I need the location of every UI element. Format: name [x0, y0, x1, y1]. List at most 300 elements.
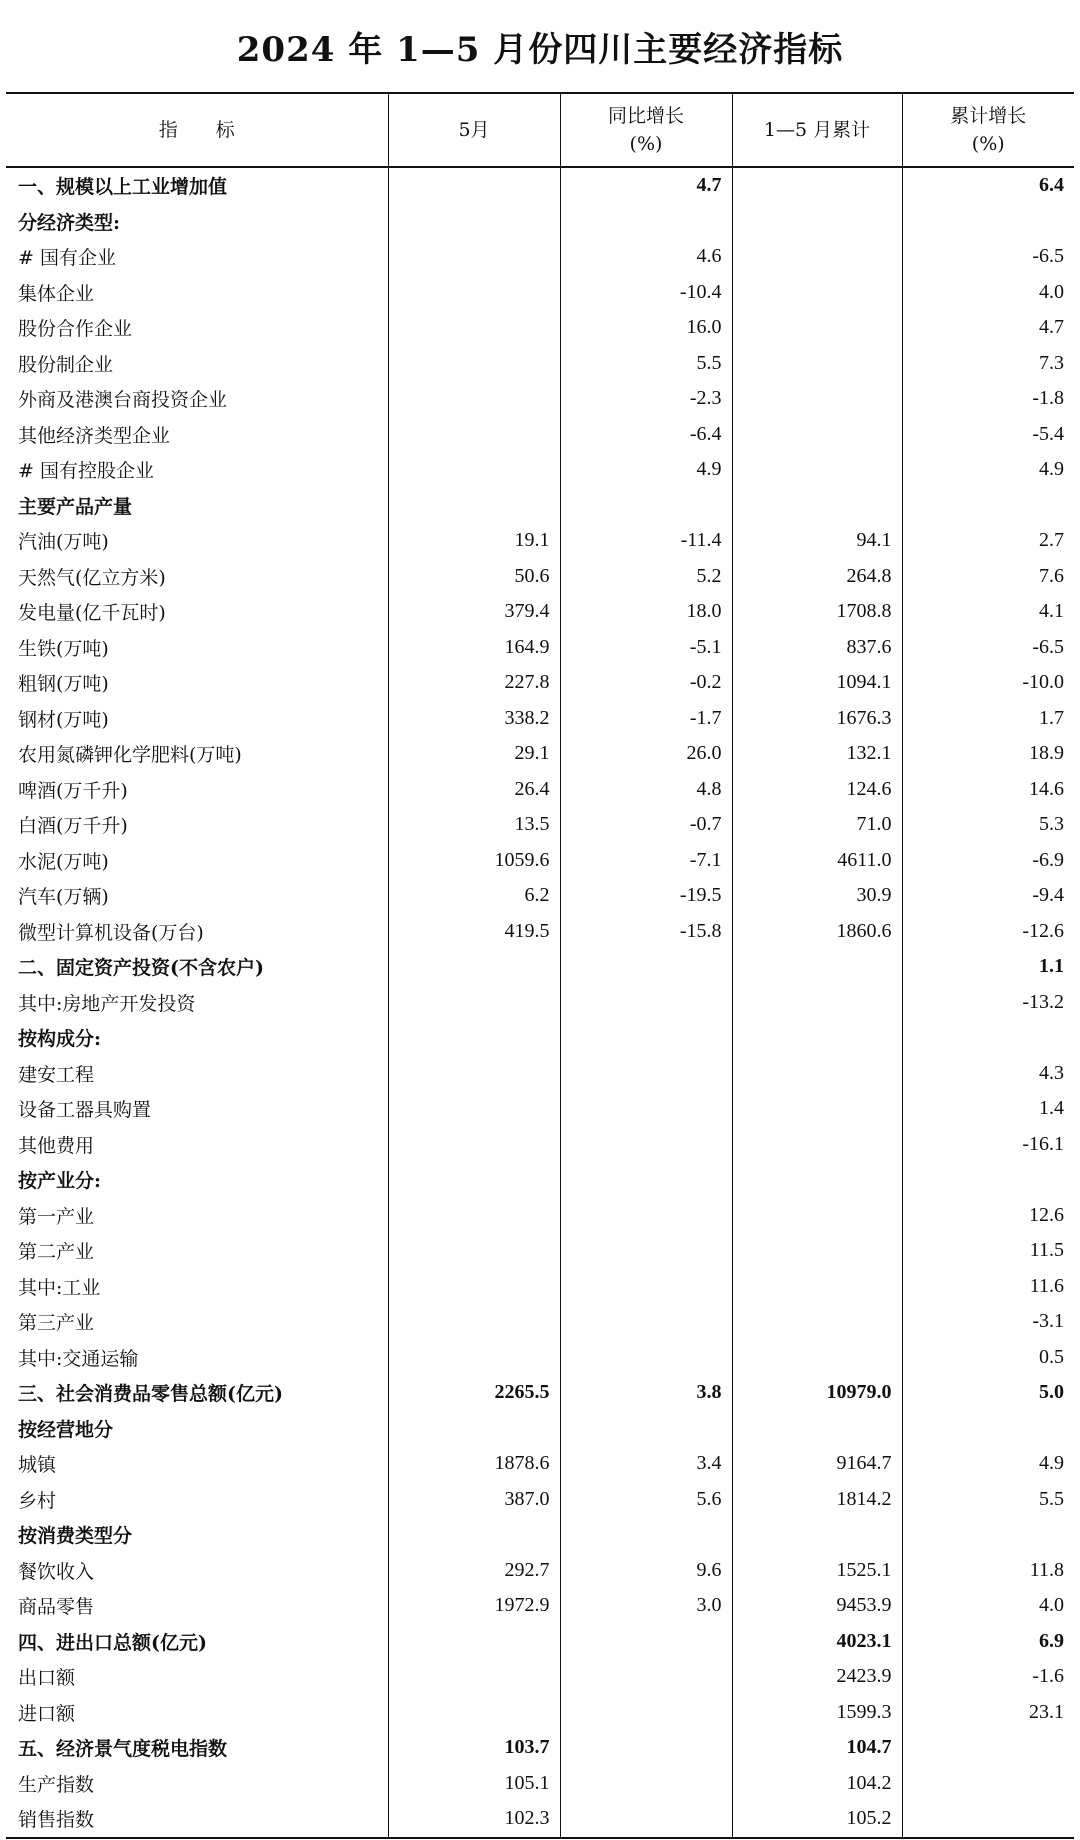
cumulative-growth-cell: -5.4: [902, 417, 1074, 453]
yoy-growth-cell: [560, 488, 732, 524]
cumulative-value-cell: 264.8: [732, 559, 902, 595]
may-value-cell: [388, 1517, 560, 1553]
cumulative-growth-cell: -13.2: [902, 985, 1074, 1021]
yoy-growth-cell: -7.1: [560, 843, 732, 879]
indicator-cell: 商品零售: [18, 1596, 95, 1619]
cumulative-growth-cell: -6.9: [902, 843, 1074, 879]
indicator-cell: 按构成分:: [18, 1028, 102, 1051]
yoy-growth-cell: 4.7: [560, 167, 732, 204]
yoy-growth-cell: [560, 1730, 732, 1766]
may-value-cell: [388, 381, 560, 417]
cumulative-growth-cell: [902, 1162, 1074, 1198]
cumulative-growth-cell: 4.3: [902, 1056, 1074, 1092]
cumulative-growth-cell: 6.4: [902, 167, 1074, 204]
yoy-growth-cell: [560, 1198, 732, 1234]
yoy-growth-cell: [560, 985, 732, 1021]
cumulative-value-cell: 837.6: [732, 630, 902, 666]
may-value-cell: 2265.5: [388, 1375, 560, 1411]
yoy-growth-cell: [560, 1162, 732, 1198]
cumulative-value-cell: 4023.1: [732, 1624, 902, 1660]
yoy-growth-cell: [560, 1695, 732, 1731]
cumulative-value-cell: [732, 1198, 902, 1234]
indicator-cell: 第二产业: [18, 1241, 95, 1264]
cumulative-value-cell: [732, 985, 902, 1021]
header-yoy-line2: (%): [629, 133, 663, 155]
cumulative-value-cell: 104.7: [732, 1730, 902, 1766]
indicator-cell: 粗钢(万吨): [18, 673, 109, 696]
cumulative-value-cell: [732, 275, 902, 311]
cumulative-growth-cell: 5.5: [902, 1482, 1074, 1518]
may-value-cell: 105.1: [388, 1766, 560, 1802]
table-row: [6, 807, 1074, 843]
header-cum-growth: [902, 93, 1074, 167]
may-value-cell: 1972.9: [388, 1588, 560, 1624]
yoy-growth-cell: 16.0: [560, 310, 732, 346]
table-row: [6, 1198, 1074, 1234]
table-header: [6, 93, 1074, 167]
yoy-growth-cell: 3.8: [560, 1375, 732, 1411]
cumulative-value-cell: 1708.8: [732, 594, 902, 630]
cumulative-growth-cell: 4.9: [902, 452, 1074, 488]
cumulative-value-cell: [732, 1056, 902, 1092]
yoy-growth-cell: [560, 1659, 732, 1695]
cumulative-growth-cell: 7.3: [902, 346, 1074, 382]
indicator-cell: 四、进出口总额(亿元): [18, 1631, 207, 1654]
table-row: [6, 630, 1074, 666]
cumulative-value-cell: 1525.1: [732, 1553, 902, 1589]
table-row: [6, 1091, 1074, 1127]
may-value-cell: [388, 1695, 560, 1731]
table-row: [6, 1340, 1074, 1376]
cumulative-growth-cell: [902, 1517, 1074, 1553]
cumulative-growth-cell: [902, 1801, 1074, 1838]
yoy-growth-cell: [560, 1801, 732, 1838]
table-row: [6, 985, 1074, 1021]
table-row: [6, 1624, 1074, 1660]
may-value-cell: [388, 949, 560, 985]
cumulative-value-cell: [732, 488, 902, 524]
table-body: [6, 167, 1074, 1838]
cumulative-growth-cell: 4.9: [902, 1446, 1074, 1482]
cumulative-value-cell: [732, 1269, 902, 1305]
table-row: [6, 1659, 1074, 1695]
cumulative-value-cell: [732, 310, 902, 346]
cumulative-value-cell: [732, 1517, 902, 1553]
yoy-growth-cell: [560, 949, 732, 985]
table-row: [6, 1233, 1074, 1269]
header-yoy: [560, 93, 732, 167]
cumulative-growth-cell: 5.3: [902, 807, 1074, 843]
may-value-cell: [388, 275, 560, 311]
indicator-cell: 汽车(万辆): [18, 886, 109, 909]
header-row: [6, 93, 1074, 167]
may-value-cell: [388, 310, 560, 346]
cumulative-value-cell: 30.9: [732, 878, 902, 914]
indicator-cell: 分经济类型:: [18, 211, 121, 234]
may-value-cell: 103.7: [388, 1730, 560, 1766]
yoy-growth-cell: 5.6: [560, 1482, 732, 1518]
cumulative-growth-cell: 7.6: [902, 559, 1074, 595]
yoy-growth-cell: [560, 1269, 732, 1305]
may-value-cell: [388, 1269, 560, 1305]
cumulative-value-cell: [732, 1162, 902, 1198]
header-cum-growth-line1: 累计增长: [950, 105, 1027, 127]
cumulative-growth-cell: 23.1: [902, 1695, 1074, 1731]
yoy-growth-cell: -5.1: [560, 630, 732, 666]
yoy-growth-cell: 3.4: [560, 1446, 732, 1482]
indicator-cell: 其他经济类型企业: [18, 424, 171, 447]
cumulative-growth-cell: 4.0: [902, 275, 1074, 311]
cumulative-value-cell: 94.1: [732, 523, 902, 559]
table-row: [6, 1446, 1074, 1482]
yoy-growth-cell: -15.8: [560, 914, 732, 950]
table-row: [6, 417, 1074, 453]
indicator-cell: 五、经济景气度税电指数: [18, 1738, 228, 1761]
yoy-growth-cell: -2.3: [560, 381, 732, 417]
may-value-cell: 1878.6: [388, 1446, 560, 1482]
table-row: [6, 914, 1074, 950]
cumulative-value-cell: 105.2: [732, 1801, 902, 1838]
cumulative-growth-cell: [902, 204, 1074, 240]
yoy-growth-cell: [560, 1233, 732, 1269]
yoy-growth-cell: -1.7: [560, 701, 732, 737]
yoy-growth-cell: 18.0: [560, 594, 732, 630]
table-row: [6, 523, 1074, 559]
indicator-cell: 出口额: [18, 1667, 76, 1690]
cumulative-value-cell: [732, 204, 902, 240]
table-row: [6, 701, 1074, 737]
table-row: [6, 1056, 1074, 1092]
header-may: [388, 93, 560, 167]
cumulative-growth-cell: -10.0: [902, 665, 1074, 701]
may-value-cell: 419.5: [388, 914, 560, 950]
table-row: [6, 239, 1074, 275]
indicator-cell: 微型计算机设备(万台): [18, 921, 204, 944]
indicator-cell: 其中:房地产开发投资: [18, 992, 196, 1015]
cumulative-growth-cell: 12.6: [902, 1198, 1074, 1234]
cumulative-growth-cell: -1.6: [902, 1659, 1074, 1695]
table-row: [6, 1411, 1074, 1447]
yoy-growth-cell: [560, 1091, 732, 1127]
table-row: [6, 1766, 1074, 1802]
yoy-growth-cell: [560, 1304, 732, 1340]
cumulative-growth-cell: -6.5: [902, 630, 1074, 666]
may-value-cell: [388, 1411, 560, 1447]
header-cum-growth-line2: (%): [971, 133, 1005, 155]
table-row: [6, 1269, 1074, 1305]
yoy-growth-cell: -19.5: [560, 878, 732, 914]
table-row: [6, 594, 1074, 630]
cumulative-growth-cell: 2.7: [902, 523, 1074, 559]
cumulative-growth-cell: 4.0: [902, 1588, 1074, 1624]
cumulative-growth-cell: 0.5: [902, 1340, 1074, 1376]
yoy-growth-cell: [560, 1624, 732, 1660]
cumulative-value-cell: [732, 167, 902, 204]
header-cumulative-label: 1—5 月累计: [763, 119, 871, 141]
indicator-cell: 乡村: [18, 1489, 57, 1512]
table-row: [6, 346, 1074, 382]
cumulative-value-cell: [732, 1127, 902, 1163]
cumulative-growth-cell: 11.5: [902, 1233, 1074, 1269]
cumulative-value-cell: [732, 1020, 902, 1056]
cumulative-growth-cell: [902, 1730, 1074, 1766]
cumulative-growth-cell: -16.1: [902, 1127, 1074, 1163]
may-value-cell: 29.1: [388, 736, 560, 772]
table-row: [6, 167, 1074, 204]
table-row: [6, 1020, 1074, 1056]
cumulative-value-cell: [732, 1304, 902, 1340]
indicator-cell: 其中:交通运输: [18, 1347, 139, 1370]
table-row: [6, 559, 1074, 595]
may-value-cell: 13.5: [388, 807, 560, 843]
header-may-label: 5月: [458, 119, 490, 141]
cumulative-growth-cell: [902, 488, 1074, 524]
indicator-cell: 按产业分:: [18, 1170, 102, 1193]
indicator-cell: 其他费用: [18, 1134, 95, 1157]
indicator-cell: 股份制企业: [18, 353, 114, 376]
may-value-cell: [388, 1198, 560, 1234]
may-value-cell: [388, 1091, 560, 1127]
cumulative-growth-cell: -12.6: [902, 914, 1074, 950]
may-value-cell: [388, 1127, 560, 1163]
cumulative-value-cell: [732, 346, 902, 382]
yoy-growth-cell: [560, 1127, 732, 1163]
yoy-growth-cell: 4.9: [560, 452, 732, 488]
cumulative-value-cell: [732, 417, 902, 453]
indicator-cell: 三、社会消费品零售总额(亿元): [18, 1383, 283, 1406]
table-row: [6, 949, 1074, 985]
yoy-growth-cell: [560, 1056, 732, 1092]
header-yoy-line1: 同比增长: [607, 105, 684, 127]
table-row: [6, 1730, 1074, 1766]
yoy-growth-cell: 5.2: [560, 559, 732, 595]
cumulative-value-cell: 1860.6: [732, 914, 902, 950]
table-row: [6, 1482, 1074, 1518]
may-value-cell: [388, 204, 560, 240]
indicator-cell: 设备工器具购置: [18, 1099, 152, 1122]
indicator-cell: 天然气(亿立方米): [18, 566, 166, 589]
may-value-cell: 6.2: [388, 878, 560, 914]
cumulative-growth-cell: -1.8: [902, 381, 1074, 417]
indicator-cell: 销售指数: [18, 1809, 95, 1832]
indicator-cell: 白酒(万千升): [18, 815, 128, 838]
cumulative-value-cell: [732, 1233, 902, 1269]
yoy-growth-cell: 3.0: [560, 1588, 732, 1624]
cumulative-growth-cell: 11.6: [902, 1269, 1074, 1305]
indicator-cell: 按消费类型分: [18, 1525, 133, 1548]
indicator-table-container: [6, 92, 1074, 1839]
may-value-cell: [388, 1056, 560, 1092]
yoy-growth-cell: -0.2: [560, 665, 732, 701]
may-value-cell: [388, 167, 560, 204]
may-value-cell: 164.9: [388, 630, 560, 666]
table-row: [6, 665, 1074, 701]
may-value-cell: [388, 1233, 560, 1269]
yoy-growth-cell: 4.6: [560, 239, 732, 275]
cumulative-growth-cell: 6.9: [902, 1624, 1074, 1660]
cumulative-value-cell: [732, 381, 902, 417]
table-row: [6, 488, 1074, 524]
cumulative-growth-cell: -9.4: [902, 878, 1074, 914]
may-value-cell: 292.7: [388, 1553, 560, 1589]
cumulative-value-cell: 1599.3: [732, 1695, 902, 1731]
cumulative-growth-cell: 14.6: [902, 772, 1074, 808]
indicator-cell: 啤酒(万千升): [18, 779, 128, 802]
table-row: [6, 381, 1074, 417]
table-row: [6, 310, 1074, 346]
header-cumulative: [732, 93, 902, 167]
cumulative-value-cell: 1094.1: [732, 665, 902, 701]
cumulative-growth-cell: 4.7: [902, 310, 1074, 346]
may-value-cell: 338.2: [388, 701, 560, 737]
indicator-cell: 集体企业: [18, 282, 95, 305]
may-value-cell: [388, 346, 560, 382]
table-row: [6, 1801, 1074, 1838]
may-value-cell: 227.8: [388, 665, 560, 701]
yoy-growth-cell: -11.4: [560, 523, 732, 559]
may-value-cell: [388, 1659, 560, 1695]
cumulative-value-cell: [732, 239, 902, 275]
may-value-cell: [388, 1340, 560, 1376]
yoy-growth-cell: -10.4: [560, 275, 732, 311]
yoy-growth-cell: -6.4: [560, 417, 732, 453]
table-row: [6, 1517, 1074, 1553]
may-value-cell: 102.3: [388, 1801, 560, 1838]
may-value-cell: [388, 417, 560, 453]
yoy-growth-cell: 5.5: [560, 346, 732, 382]
may-value-cell: [388, 985, 560, 1021]
cumulative-growth-cell: 18.9: [902, 736, 1074, 772]
cumulative-value-cell: 9164.7: [732, 1446, 902, 1482]
table-row: [6, 204, 1074, 240]
yoy-growth-cell: [560, 204, 732, 240]
table-row: [6, 1588, 1074, 1624]
table-row: [6, 1127, 1074, 1163]
cumulative-growth-cell: 1.4: [902, 1091, 1074, 1127]
table-row: [6, 772, 1074, 808]
table-row: [6, 878, 1074, 914]
may-value-cell: 26.4: [388, 772, 560, 808]
table-row: [6, 736, 1074, 772]
yoy-growth-cell: 9.6: [560, 1553, 732, 1589]
indicator-cell: 其中:工业: [18, 1276, 101, 1299]
may-value-cell: 379.4: [388, 594, 560, 630]
header-indicator: [6, 93, 388, 167]
indicator-cell: 发电量(亿千瓦时): [18, 602, 166, 625]
page-title: 2024 年 1—5 月份四川主要经济指标: [236, 30, 844, 70]
table-row: [6, 452, 1074, 488]
may-value-cell: 50.6: [388, 559, 560, 595]
indicator-cell: 第一产业: [18, 1205, 95, 1228]
cumulative-value-cell: 132.1: [732, 736, 902, 772]
cumulative-value-cell: 1676.3: [732, 701, 902, 737]
cumulative-value-cell: 4611.0: [732, 843, 902, 879]
cumulative-growth-cell: -3.1: [902, 1304, 1074, 1340]
cumulative-value-cell: 71.0: [732, 807, 902, 843]
cumulative-value-cell: 9453.9: [732, 1588, 902, 1624]
header-indicator-label: 指 标: [158, 119, 235, 141]
cumulative-value-cell: [732, 1340, 902, 1376]
yoy-growth-cell: [560, 1766, 732, 1802]
indicator-table: [6, 92, 1074, 1839]
cumulative-value-cell: 124.6: [732, 772, 902, 808]
may-value-cell: [388, 239, 560, 275]
yoy-growth-cell: [560, 1340, 732, 1376]
may-value-cell: 19.1: [388, 523, 560, 559]
cumulative-value-cell: [732, 1411, 902, 1447]
table-row: [6, 1553, 1074, 1589]
indicator-cell: 外商及港澳台商投资企业: [18, 389, 228, 412]
may-value-cell: 387.0: [388, 1482, 560, 1518]
table-row: [6, 1162, 1074, 1198]
indicator-cell: 农用氮磷钾化学肥料(万吨): [18, 744, 242, 767]
indicator-cell: 汽油(万吨): [18, 531, 109, 554]
may-value-cell: [388, 488, 560, 524]
indicator-cell: # 国有控股企业: [18, 460, 154, 483]
cumulative-growth-cell: 1.7: [902, 701, 1074, 737]
indicator-cell: 按经营地分: [18, 1418, 114, 1441]
indicator-cell: 生铁(万吨): [18, 637, 109, 660]
cumulative-growth-cell: 11.8: [902, 1553, 1074, 1589]
table-row: [6, 843, 1074, 879]
indicator-cell: 建安工程: [18, 1063, 95, 1086]
table-row: [6, 275, 1074, 311]
yoy-growth-cell: [560, 1020, 732, 1056]
indicator-cell: 生产指数: [18, 1773, 95, 1796]
cumulative-value-cell: [732, 949, 902, 985]
indicator-cell: 第三产业: [18, 1312, 95, 1335]
table-row: [6, 1375, 1074, 1411]
may-value-cell: 1059.6: [388, 843, 560, 879]
cumulative-growth-cell: [902, 1766, 1074, 1802]
cumulative-growth-cell: 4.1: [902, 594, 1074, 630]
indicator-cell: 一、规模以上工业增加值: [18, 176, 228, 199]
indicator-cell: 股份合作企业: [18, 318, 133, 341]
cumulative-growth-cell: [902, 1411, 1074, 1447]
yoy-growth-cell: [560, 1411, 732, 1447]
cumulative-growth-cell: -6.5: [902, 239, 1074, 275]
indicator-cell: # 国有企业: [18, 247, 116, 270]
yoy-growth-cell: 26.0: [560, 736, 732, 772]
may-value-cell: [388, 1162, 560, 1198]
cumulative-value-cell: 104.2: [732, 1766, 902, 1802]
indicator-cell: 主要产品产量: [18, 495, 133, 518]
cumulative-value-cell: 2423.9: [732, 1659, 902, 1695]
yoy-growth-cell: 4.8: [560, 772, 732, 808]
indicator-cell: 二、固定资产投资(不含农户): [18, 957, 264, 980]
cumulative-value-cell: 1814.2: [732, 1482, 902, 1518]
cumulative-value-cell: 10979.0: [732, 1375, 902, 1411]
indicator-cell: 餐饮收入: [18, 1560, 95, 1583]
cumulative-growth-cell: [902, 1020, 1074, 1056]
cumulative-growth-cell: 1.1: [902, 949, 1074, 985]
table-row: [6, 1695, 1074, 1731]
indicator-cell: 水泥(万吨): [18, 850, 109, 873]
yoy-growth-cell: [560, 1517, 732, 1553]
indicator-cell: 进口额: [18, 1702, 76, 1725]
indicator-cell: 城镇: [18, 1454, 57, 1477]
indicator-cell: 钢材(万吨): [18, 708, 109, 731]
cumulative-value-cell: [732, 1091, 902, 1127]
may-value-cell: [388, 1624, 560, 1660]
cumulative-value-cell: [732, 452, 902, 488]
cumulative-growth-cell: 5.0: [902, 1375, 1074, 1411]
may-value-cell: [388, 1304, 560, 1340]
may-value-cell: [388, 452, 560, 488]
may-value-cell: [388, 1020, 560, 1056]
yoy-growth-cell: -0.7: [560, 807, 732, 843]
table-row: [6, 1304, 1074, 1340]
